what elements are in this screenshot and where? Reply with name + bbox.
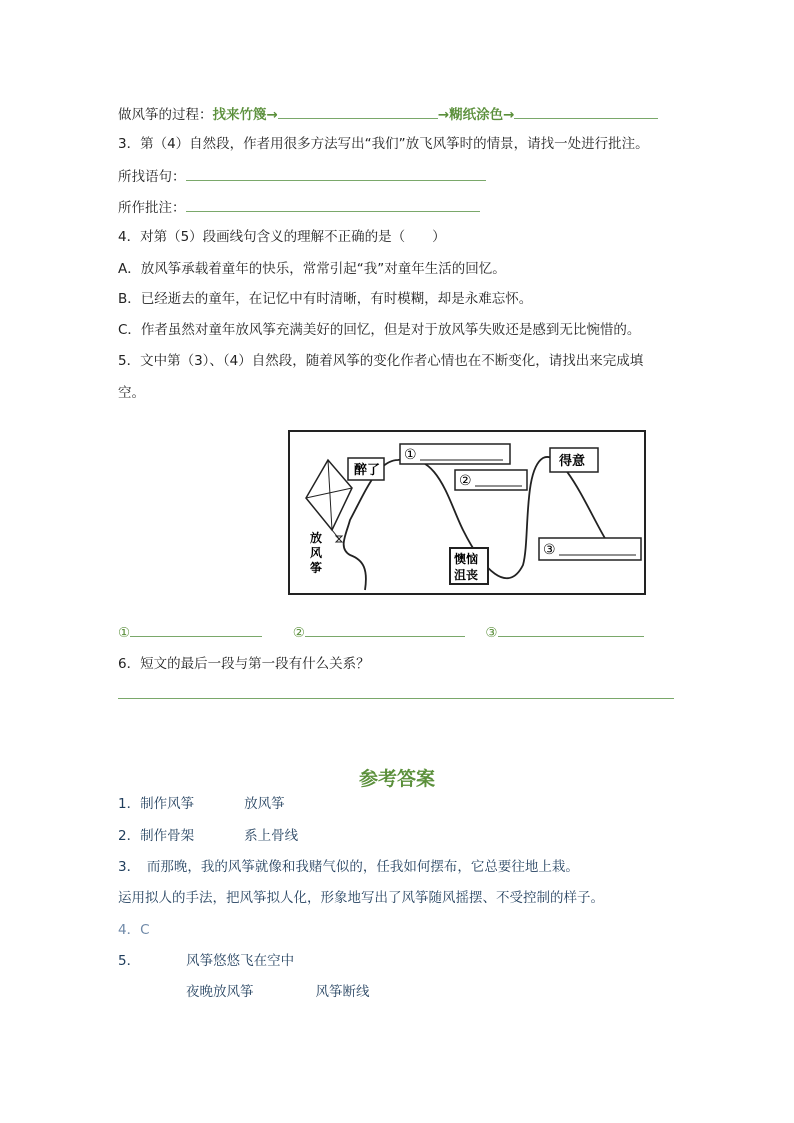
q6-answer-line[interactable] <box>118 698 674 699</box>
q3-find-blank[interactable] <box>186 166 486 181</box>
q4-option-c: C．作者虽然对童年放风筝充满美好的回忆，但是对于放风筝失败还是感到无比惋惜的。 <box>118 322 641 338</box>
slot-3-mark: ③ <box>543 542 556 558</box>
answer-3-line1: 3． 而那晚，我的风筝就像和我赌气似的，任我如何摆布，它总要往地上栽。 <box>118 859 579 875</box>
kite-label-2: 风 <box>310 546 323 560</box>
q6-question: 6．短文的最后一段与第一段有什么关系？ <box>118 656 370 672</box>
slot-2-mark: ② <box>459 473 472 489</box>
kite-label-3: 筝 <box>310 561 323 575</box>
kite-label-1: 放 <box>310 531 323 545</box>
slot-1-mark: ① <box>404 447 417 463</box>
q3-find-row <box>118 166 486 186</box>
q3-question: 3．第（4）自然段，作者用很多方法写出“我们”放飞风筝时的情景，请找一处进行批注。 <box>118 136 649 152</box>
q4-option-a: A．放风筝承载着童年的快乐，常常引起“我”对童年生活的回忆。 <box>118 261 506 277</box>
answer-1-num: 1． <box>118 796 141 812</box>
q5-blank-2-mark: ② <box>292 625 305 641</box>
answer-1-part2: 放风筝 <box>244 796 285 812</box>
low-mood-line1: 懊恼 <box>454 552 479 566</box>
q3-find-label: 所找语句： <box>118 169 186 185</box>
answer-5-num: 5． <box>118 953 141 969</box>
q5-blank-2[interactable] <box>305 622 465 637</box>
q5-blank-1[interactable] <box>130 622 262 637</box>
answer-2 <box>118 827 298 845</box>
q5-question-line1: 5．文中第（3）、（4）自然段，随着风筝的变化作者心情也在不断变化，请找出来完成填 <box>118 353 644 369</box>
q3-note-blank[interactable] <box>186 197 480 212</box>
low-mood-line2: 沮丧 <box>454 568 479 582</box>
q2-blank-2[interactable] <box>514 104 658 119</box>
q5-blank-3[interactable] <box>498 622 644 637</box>
answer-5-part2: 夜晚放风筝 <box>186 984 254 1000</box>
q5-blank-1-mark: ① <box>118 625 131 641</box>
q2-line <box>118 104 658 124</box>
q3-note-row <box>118 197 480 217</box>
answer-4: 4．C <box>118 922 150 938</box>
q5-question-line2: 空。 <box>118 385 145 401</box>
answer-3-line2: 运用拟人的手法，把风筝拟人化，形象地写出了风筝随风摇摆、不受控制的样子。 <box>118 890 604 906</box>
q5-blank-3-mark: ③ <box>485 625 498 641</box>
answer-5-line1 <box>118 952 294 970</box>
q2-step1: 找来竹篾→ <box>212 107 278 123</box>
proud-label: 得意 <box>559 454 586 469</box>
answers-title: 参考答案 <box>358 768 435 790</box>
answer-5-part3: 风筝断线 <box>315 984 370 1000</box>
drunk-label: 醉了 <box>354 463 381 478</box>
answer-5-part1: 风筝悠悠飞在空中 <box>186 953 295 969</box>
q4-question: 4．对第（5）段画线句含义的理解不正确的是（ ） <box>118 229 446 245</box>
q2-step2: →糊纸涂色→ <box>437 107 515 123</box>
q3-note-label: 所作批注： <box>118 200 186 216</box>
answer-2-num: 2． <box>118 828 141 844</box>
answer-1-part1: 制作风筝 <box>140 796 195 812</box>
answer-2-part1: 制作骨架 <box>140 828 195 844</box>
answer-5-line2 <box>186 983 370 1001</box>
q5-blanks-row <box>118 622 644 642</box>
answer-2-part2: 系上骨线 <box>244 828 299 844</box>
mood-diagram-svg <box>288 430 646 595</box>
answer-1 <box>118 795 285 813</box>
mood-diagram <box>288 430 646 595</box>
q2-blank-1[interactable] <box>278 104 438 119</box>
q2-prefix: 做风筝的过程： <box>118 107 213 123</box>
q4-option-b: B．已经逝去的童年，在记忆中有时清晰，有时模糊，却是永难忘怀。 <box>118 291 533 307</box>
